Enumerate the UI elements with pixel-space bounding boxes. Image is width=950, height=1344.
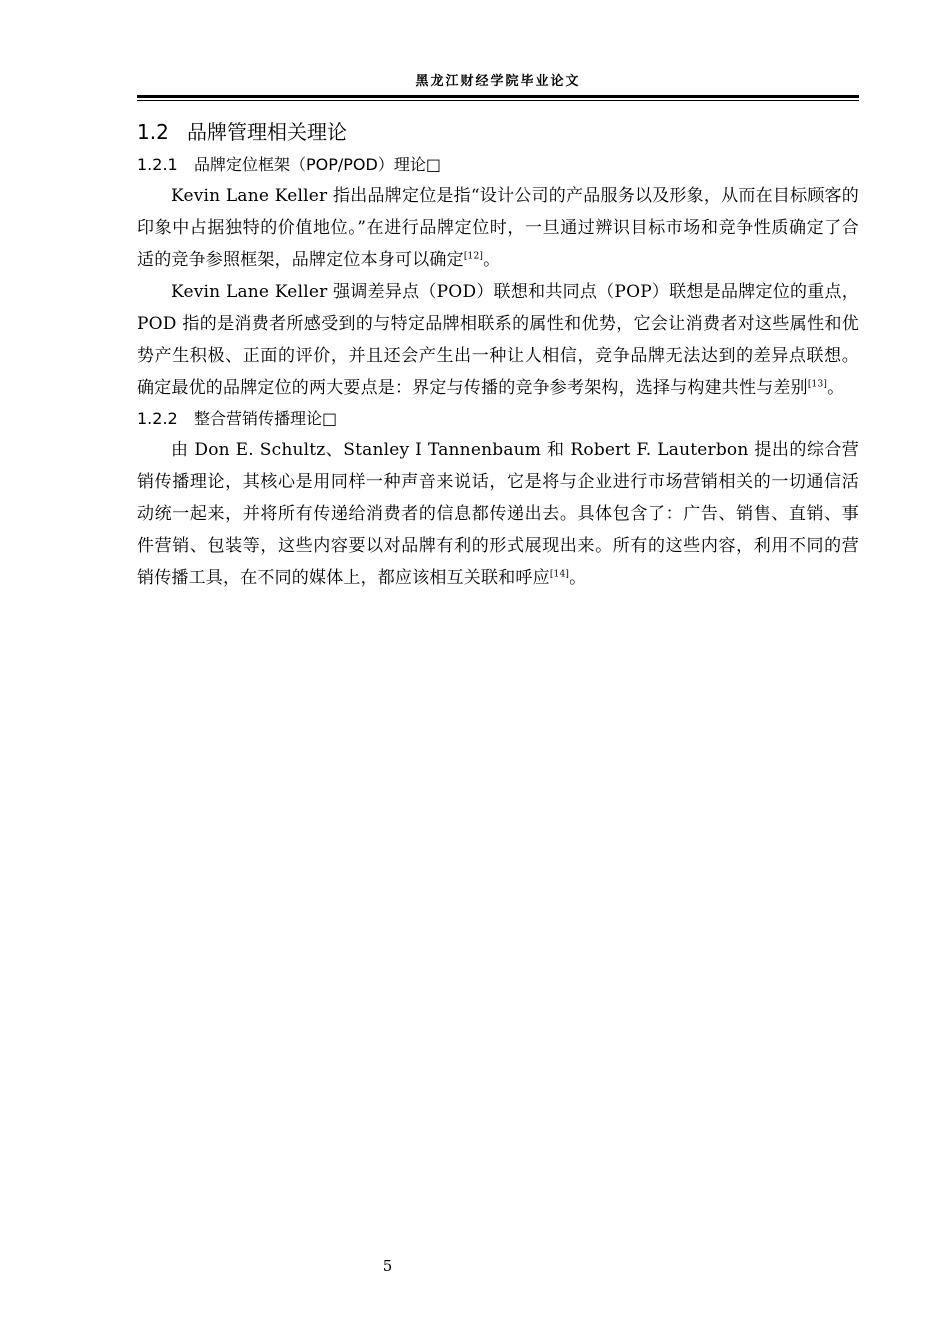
body-paragraph	[137, 434, 859, 594]
subsection-title: 整合营销传播理论□	[194, 409, 338, 428]
body-paragraph	[137, 276, 859, 404]
section-title: 品牌管理相关理论	[187, 120, 347, 144]
page-number: 5	[382, 1257, 393, 1275]
paragraph-end: 。	[483, 250, 501, 270]
citation-marker: [13]	[807, 379, 828, 390]
citation-marker: [14]	[549, 569, 570, 580]
subsection-heading-1-2-2	[137, 404, 859, 434]
running-header: 黑龙江财经学院毕业论文	[415, 74, 581, 89]
header-rule-thick	[137, 95, 859, 98]
body-paragraph	[137, 180, 859, 276]
subsection-number: 1.2.1	[137, 155, 178, 174]
subsection-title: 品牌定位框架（POP/POD）理论□	[194, 155, 441, 174]
paragraph-end: 。	[827, 378, 845, 398]
paragraph-text: Kevin Lane Keller 强调差异点（POD）联想和共同点（POP）联想是品牌定位的重点，POD 指的是消费者所感受到的与特定品牌相联系的属性和优势，它会让消费者对这些属性和优势产生积极、正面的评价，并且还会产生出一种让人相信，竞争品牌无法达到的差异点联想。确定最优的品牌定位的两大要点是：界定与传播的竞争参考架构，选择与构建共性与差别	[137, 282, 859, 398]
citation-marker: [12]	[463, 251, 484, 262]
section-heading	[137, 114, 859, 150]
paragraph-text: 由 Don E. Schultz、Stanley I Tannenbaum 和 Robert F. Lauterbon 提出的综合营销传播理论，其核心是用同样一种声音来说话，它是将与企业进行市场营销相关的一切通信活动统一起来，并将所有传递给消费者的信息都传递出去。具体包含了：广告、销售、直销、事件营销、包装等，这些内容要以对品牌有利的形式展现出来。所有的这些内容，利用不同的营销传播工具，在不同的媒体上，都应该相互关联和呼应	[137, 440, 859, 588]
section-number: 1.2	[137, 120, 169, 144]
paragraph-text: Kevin Lane Keller 指出品牌定位是指“设计公司的产品服务以及形象，从而在目标顾客的印象中占据独特的价值地位。”在进行品牌定位时，一旦通过辨识目标市场和竞争性质确定了合适的竞争参照框架，品牌定位本身可以确定	[137, 186, 859, 270]
header-rule-thin	[137, 100, 859, 101]
page-content	[137, 114, 859, 594]
subsection-heading-1-2-1	[137, 150, 859, 180]
paragraph-end: 。	[569, 568, 587, 588]
subsection-number: 1.2.2	[137, 409, 178, 428]
